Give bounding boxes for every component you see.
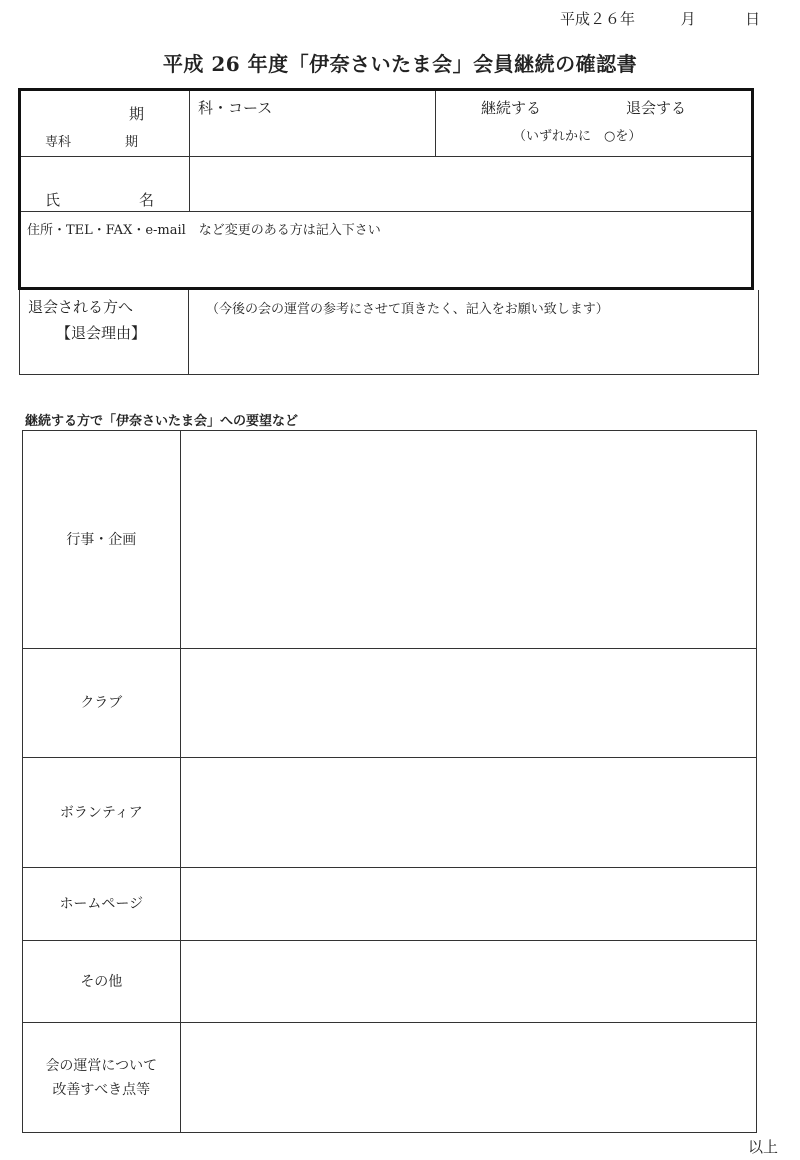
row-label-improvement-line1: 会の運営について [45, 1057, 158, 1074]
divider-term [189, 91, 190, 211]
table-row [23, 758, 757, 868]
date-day: 日 [745, 10, 761, 28]
course-label: 科・コース [198, 99, 273, 117]
events-field[interactable] [180, 431, 756, 649]
row-label-other: その他 [23, 941, 181, 1023]
member-info-box [18, 88, 754, 290]
name-label-1: 氏 [45, 191, 61, 209]
requests-table [22, 430, 757, 1133]
date-era-year: 平成２６年 [560, 10, 636, 28]
name-label-2: 名 [139, 191, 155, 209]
volunteer-field[interactable] [180, 758, 756, 868]
senka-label: 専科 [45, 135, 72, 150]
row-label-club: クラブ [23, 649, 181, 758]
row-label-events: 行事・企画 [23, 431, 181, 649]
term-label: 期 [129, 105, 145, 123]
row-label-homepage: ホームページ [23, 868, 181, 941]
table-row [23, 941, 757, 1023]
name-field[interactable] [191, 157, 751, 211]
row-label-volunteer: ボランティア [23, 758, 181, 868]
contact-change-field[interactable] [25, 241, 747, 285]
withdraw-label-2: 【退会理由】 [56, 324, 147, 342]
withdraw-reason-field[interactable] [192, 320, 752, 370]
improvement-field[interactable] [180, 1023, 756, 1133]
divider-choice [435, 91, 436, 156]
table-row [23, 431, 757, 649]
withdraw-option[interactable]: 退会する [626, 99, 687, 117]
divider-withdraw [188, 290, 189, 374]
club-field[interactable] [180, 649, 756, 758]
withdraw-label-1: 退会される方へ [28, 298, 134, 316]
table-row [23, 649, 757, 758]
page-title: 平成 26 年度「伊奈さいたま会」会員継続の確認書 [162, 52, 638, 76]
requests-heading: 継続する方で「伊奈さいたま会」への要望など [25, 414, 299, 429]
contact-change-note: 住所・TEL・FAX・e-mail など変更のある方は記入下さい [27, 223, 381, 238]
withdraw-note: （今後の会の運営の参考にさせて頂きたく、記入をお願い致します） [206, 302, 609, 317]
homepage-field[interactable] [180, 868, 756, 941]
choice-note: （いずれかに ○を） [513, 129, 642, 144]
withdraw-reason-box [19, 290, 759, 375]
divider-row2 [21, 211, 751, 212]
continue-option[interactable]: 継続する [481, 99, 542, 117]
date-line [560, 8, 790, 29]
table-row [23, 1023, 757, 1133]
row-label-improvement [23, 1023, 181, 1133]
row-label-improvement-line2: 改善すべき点等 [52, 1081, 151, 1098]
table-row [23, 868, 757, 941]
date-month: 月 [680, 10, 696, 28]
end-mark: 以上 [748, 1138, 779, 1156]
other-field[interactable] [180, 941, 756, 1023]
senka-term-label: 期 [125, 135, 139, 150]
